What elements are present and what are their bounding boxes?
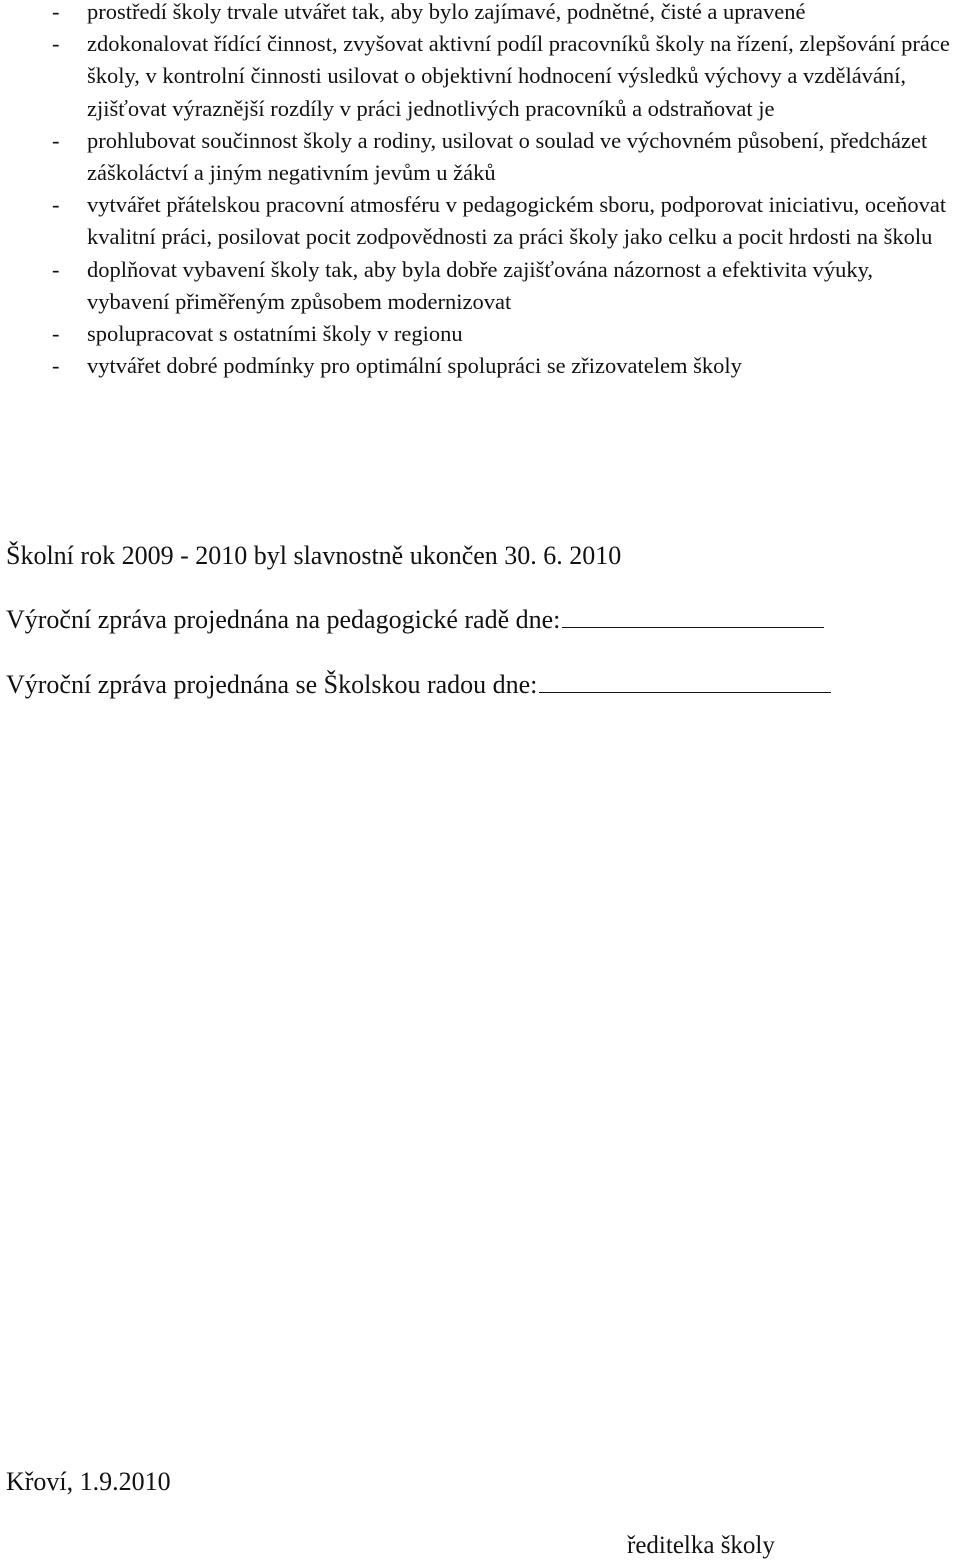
list-item-text: prohlubovat součinnost školy a rodiny, usilovat o soulad ve výchovném působení, předcházet záškoláctví a jiným negativním jevům u žáků xyxy=(87,127,928,186)
bullet-dash: - xyxy=(52,31,60,57)
list-item xyxy=(0,189,960,253)
list-item xyxy=(0,0,960,28)
bullet-dash: - xyxy=(52,256,60,282)
place-date: Křoví, 1.9.2010 xyxy=(6,1467,171,1496)
school-year-closing: Školní rok 2009 - 2010 byl slavnostně ukončen 30. 6. 2010 xyxy=(6,541,622,570)
list-item-text: spolupracovat s ostatními školy v regionu xyxy=(87,321,463,347)
report-pedagogical-line xyxy=(6,604,824,636)
list-item xyxy=(0,318,960,350)
bullet-dash: - xyxy=(52,321,60,347)
list-item xyxy=(0,254,960,318)
report-council-line xyxy=(6,669,831,701)
list-item-text: doplňovat vybavení školy tak, aby byla dobře zajišťována názornost a efektivita výuky, vybavení přiměřeným způsobem modernizovat xyxy=(87,256,874,314)
list-item-text: prostředí školy trvale utvářet tak, aby bylo zajímavé, podnětné, čisté a upravené xyxy=(87,0,806,24)
report-council-label: Výroční zpráva projednána se Školskou radou dne: xyxy=(6,670,538,699)
date-blank-line xyxy=(562,626,824,628)
bullet-dash: - xyxy=(52,192,60,218)
list-item xyxy=(0,350,960,382)
list-item-text: vytvářet dobré podmínky pro optimální spolupráci se zřizovatelem školy xyxy=(87,353,742,379)
list-item-text: vytvářet přátelskou pracovní atmosféru v pedagogickém sboru, podporovat iniciativu, oceňovat kvalitní práci, posilovat pocit zodpovědnosti za práci školy jako celku a pocit hrdosti na školu xyxy=(87,192,947,250)
bullet-dash: - xyxy=(52,0,60,24)
signature-role: ředitelka školy xyxy=(627,1532,775,1559)
list-item xyxy=(0,28,960,125)
list-item-text: zdokonalovat řídící činnost, zvyšovat aktivní podíl pracovníků školy na řízení, zlepšování práce školy, v kontrolní činnosti usilovat o objektivní hodnocení výsledků výchovy a vzdělávání, zjišťovat výraznější rozdíly v práci jednotlivých pracovníků a odstraňovat je xyxy=(87,31,950,121)
report-pedagogical-label: Výroční zpráva projednána na pedagogické radě dne: xyxy=(6,605,561,634)
bullet-dash: - xyxy=(52,127,60,153)
goals-list xyxy=(0,0,960,382)
date-blank-line xyxy=(539,691,831,693)
list-item xyxy=(0,125,960,189)
bullet-dash: - xyxy=(52,353,60,379)
